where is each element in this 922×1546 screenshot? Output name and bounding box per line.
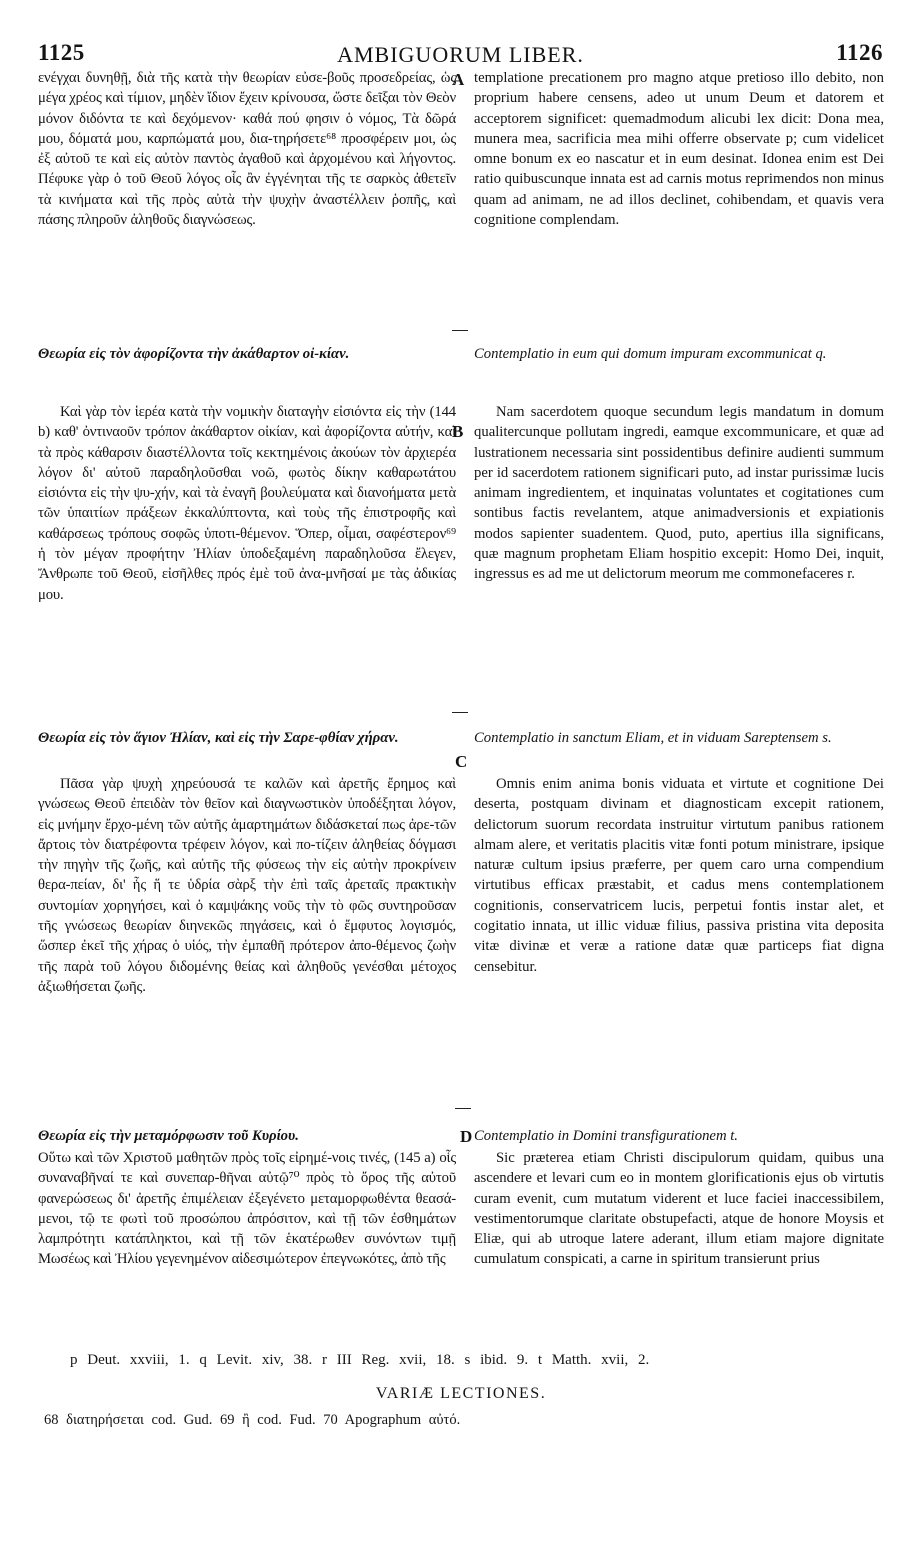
variae-lectiones: 68 διατηρήσεται cod. Gud. 69 ἢ cod. Fud. 70 Apographum αὐτό.	[44, 1412, 461, 1428]
greek-paragraph-3: Πᾶσα γὰρ ψυχὴ χηρεύουσά τε καλῶν καὶ ἀρετῆς ἔρημος καὶ γνώσεως Θεοῦ ἐπειδὰν τὸν θεῖον καὶ διαγνωστικὸν ὑποδέξηται λόγον, εἰς μνήμην ἔρχο-μένη τῶν αὐτῆς ἁμαρτημάτων διδάσκεταί πως ἀρε-τῶν ἄρτοις τὸν διατρέφοντα τρέφειν λόγον, καὶ πο-τίζειν ἀληθείας δόγμασι τὴν πηγὴν τῆς ζωῆς, καὶ αὐτῆς τῆς φύσεως τὴν εἰς αὐτὴν προκρίνειν θερα-πείαν, δι' ἧς ἥ τε ὑδρία σὰρξ τὴν ἐπὶ ταῖς ἀρεταῖς πρακτικὴν συντομίαν χορηγήσει, καὶ ὁ καμψάκης νοῦς τὴν τὸ φῶς συντηροῦσαν τῆς γνώσεως θεωρίαν διηνεκῶς πηγάσεις, καὶ ὁ ἔμφυτος λογισμός, ὥσπερ ἐκεῖ τῆς χήρας ὁ υἱός, τὴν ἐμπαθῆ πρότερον ἀπο-θέμενος ζωὴν τῆς παρὰ τοῦ λόγου διδομένης θείας καὶ ἀληθοῦς γενέσθαι μέτοχος ἀξιωθήσεται ζωῆς.	[38, 776, 456, 995]
section-rule	[452, 330, 468, 331]
greek-heading-4: Θεωρία εἰς τὴν μεταμόρφωσιν τοῦ Κυρίου.	[38, 1128, 299, 1144]
latin-heading-3: Contemplatio in sanctum Eliam, et in viduam Sareptensem s.	[474, 730, 832, 746]
margin-marker-c: C	[455, 752, 468, 771]
latin-heading-2: Contemplatio in eum qui domum impuram excommunicat q.	[474, 346, 827, 362]
page-number-right: 1126	[836, 40, 883, 65]
page-number-left: 1125	[38, 40, 85, 65]
greek-paragraph-2: Καὶ γὰρ τὸν ἱερέα κατὰ τὴν νομικὴν διαταγὴν εἰσιόντα εἰς τὴν (144 b) καθ' ὀντιναοῦν τρόπον ἀκάθαρτον οἰκίαν, καὶ ἀφορίζοντα αὐτήν, καὶ τὰ πρὸς κάθαρσιν διαστέλλοντα τοῖς κεκτημένοις ἀκούων τὸν ἀρχιερέα λόγον δι' αὐτοῦ παραδηλοῦσθαι νοῶ, φωτὸς δίκην καθαρωτάτου εἰσιόντα εἰς τὴν ψυ-χήν, καὶ τὰ ἐναγῆ βουλεύματα καὶ διανοήματα μετὰ τῶν ὑπαιτίων πράξεων ἐκκαλύπτοντα, καὶ τοὺς τῆς ἐπιστροφῆς καὶ καθάρσεως τρόπους σοφῶς ὑποτι-θέμενον. Ὅπερ, οἶμαι, σαφέστερον⁶⁹ ἡ τὸν μέγαν προφήτην Ἠλίαν ὑποδεξαμένη παραδηλοῦσα ἔλεγεν, Ἄνθρωπε τοῦ Θεοῦ, εἰσῆλθες πρός ἐμὲ τοῦ ἀνα-μνῆσαί με τὰς ἀδικίας μου.	[38, 404, 456, 603]
greek-heading-2: Θεωρία εἰς τὸν ἀφορίζοντα τὴν ἀκάθαρτον οἰ-κίαν.	[38, 346, 350, 362]
page-header	[38, 40, 883, 66]
latin-heading-4: Contemplatio in Domini transfigurationem t.	[474, 1128, 738, 1144]
running-title: AMBIGUORUM LIBER.	[337, 42, 584, 67]
margin-marker-a: A	[452, 70, 465, 89]
greek-paragraph-1: ενέγχαι δυνηθῇ, διὰ τῆς κατὰ τὴν θεωρίαν εὐσε-βοῦς προσεδρείας, ὡς μέγα χρέος καὶ τίμιον, μηδὲν ἴδιον ἔχειν κρίνουσα, ὥστε δεῖξαι τὸν Θεὸν μόνον διδόντα τε καὶ δεχόμενον· καθά πού φησιν ὁ νόμος, Τὰ δῶρά μου, δόματά μου, καρπώματά μου, δια-τηρήσετε⁶⁸ προσφέρειν μοι, ὡς ἐξ αὐτοῦ τε καὶ εἰς αὐτὸν παντὸς ἀγαθοῦ καὶ ἀρχομένου καὶ λήγοντος. Πέφυκε γὰρ ὁ τοῦ Θεοῦ λόγος οἷς ἂν ἐγγένηται τῆς τε σαρκὸς ἀθετεῖν τὰ κινήματα καὶ τῆς πρὸς αὐτὰ τὴν ψυχὴν ἀναστέλλειν ῥοπῆς, καὶ πάσης πληροῦν ἀληθοῦς διαγνώσεως.	[38, 70, 456, 229]
latin-paragraph-2: Nam sacerdotem quoque secundum legis mandatum in domum qualitercunque pollutam ingredi, eamque excommunicare, et quæ ad lustrationem necessaria sint possidentibus definire audienti summum per id sacerdotem rationem significari puto, ad instar purissimæ lucis animam ingredientem, et inquinatas voluntates et cogitationes cum sontibus factis revelantem, atque animadversionis et expiationis modos sapienter suadentem. Quod, puto, apertius illa significans, quæ magnum prophetam Eliam hospitio excepit: Homo Dei, inquit, ingressus es ad me ut delictorum meorum me commonefaceres r.	[474, 404, 884, 583]
section-rule	[452, 712, 468, 713]
margin-marker-d: D	[460, 1127, 473, 1146]
greek-paragraph-4: Οὕτω καὶ τῶν Χριστοῦ μαθητῶν πρὸς τοῖς εἰρημέ-νοις τινές, (145 a) οἷς συναναβῆναί τε καὶ συνεπαρ-θῆναι αὐτῷ⁷⁰ πρὸς τὸ ὄρος τῆς αὐτοῦ φανερώσεως δι' ἀρετῆς ἐπιμέλειαν ἐξεγένετο μεταμορφωθέντα θεασά-μενοι, τῷ τε φωτὶ τοῦ προσώπου ἀπρόσιτον, καὶ τῇ τῶν ἐσθημάτων λαμπρότητι κατάπληκτοι, καὶ τῇ τῶν ἑκατέρωθεν συνόντων τιμῇ Μωσέως καὶ Ἠλίου γεγενημένον αἰδεσιμώτερον ἐπεγνωκότες, ἀπὸ τῆς	[38, 1150, 456, 1268]
latin-paragraph-1: templatione precationem pro magno atque pretioso illo debito, non proprium habere censens, adeo ut unum Deum et datorem et acceptorem significet: quemadmodum alicubi lex dicit: Dona mea, munera mea, sacrificia mea mihi offerre observate p; cum videlicet omne bonum ex eo nascatur et in eum desinat. Idonea enim est Dei ratio quibuscunque innata est ad carnis motus reprimendos non minus quam ad animam, ne ad illos declinet, cohibendam, et quavis vera cognitione complendam.	[474, 70, 884, 229]
latin-paragraph-3: Omnis enim anima bonis viduata et virtute et cognitione Dei deserta, postquam divinam et diagnosticam excepit rationem, delictorum suorum recordata instruitur virtutum panibus rationem almam alere, et veritatis placitis vitæ fonti potum ministrare, ipsique naturæ cultum ipsius præferre, per quem caro urna compendium virtutibus efficax præstabit, et cadus mens contemplationem cognitionis, conservatricem lucis, perpetui fontis instar alet, et cogitatio innata, ut illic viduæ filius, passiva pristina vita deposita vitæ divinæ et veræ a ratione datæ quæ particeps fiat digna censebitur.	[474, 776, 884, 975]
section-rule	[455, 1108, 471, 1109]
margin-marker-b: B	[452, 422, 464, 441]
variae-lectiones-title: VARIÆ LECTIONES.	[375, 1385, 547, 1402]
greek-heading-3: Θεωρία εἰς τὸν ἅγιον Ἠλίαν, καὶ εἰς τὴν Σαρε-φθίαν χήραν.	[38, 730, 399, 746]
scripture-footnotes: p Deut. xxviii, 1. q Levit. xiv, 38. r III Reg. xvii, 18. s ibid. 9. t Matth. xvii, 2.	[70, 1352, 650, 1368]
latin-paragraph-4: Sic præterea etiam Christi discipulorum quidam, quibus una ascendere et levari cum eo in montem glorificationis ejus ob virtutis curam evenit, cum mutatum viderent et luce faciei inaccessibilem, vestimentorumque claritate obstupefacti, atque de honore Moysis et Eliæ, qui ab utroque latere aderant, illum etiam majore dignitate cumulatum conspicati, a carne in spiritum transierunt prius	[474, 1150, 884, 1268]
